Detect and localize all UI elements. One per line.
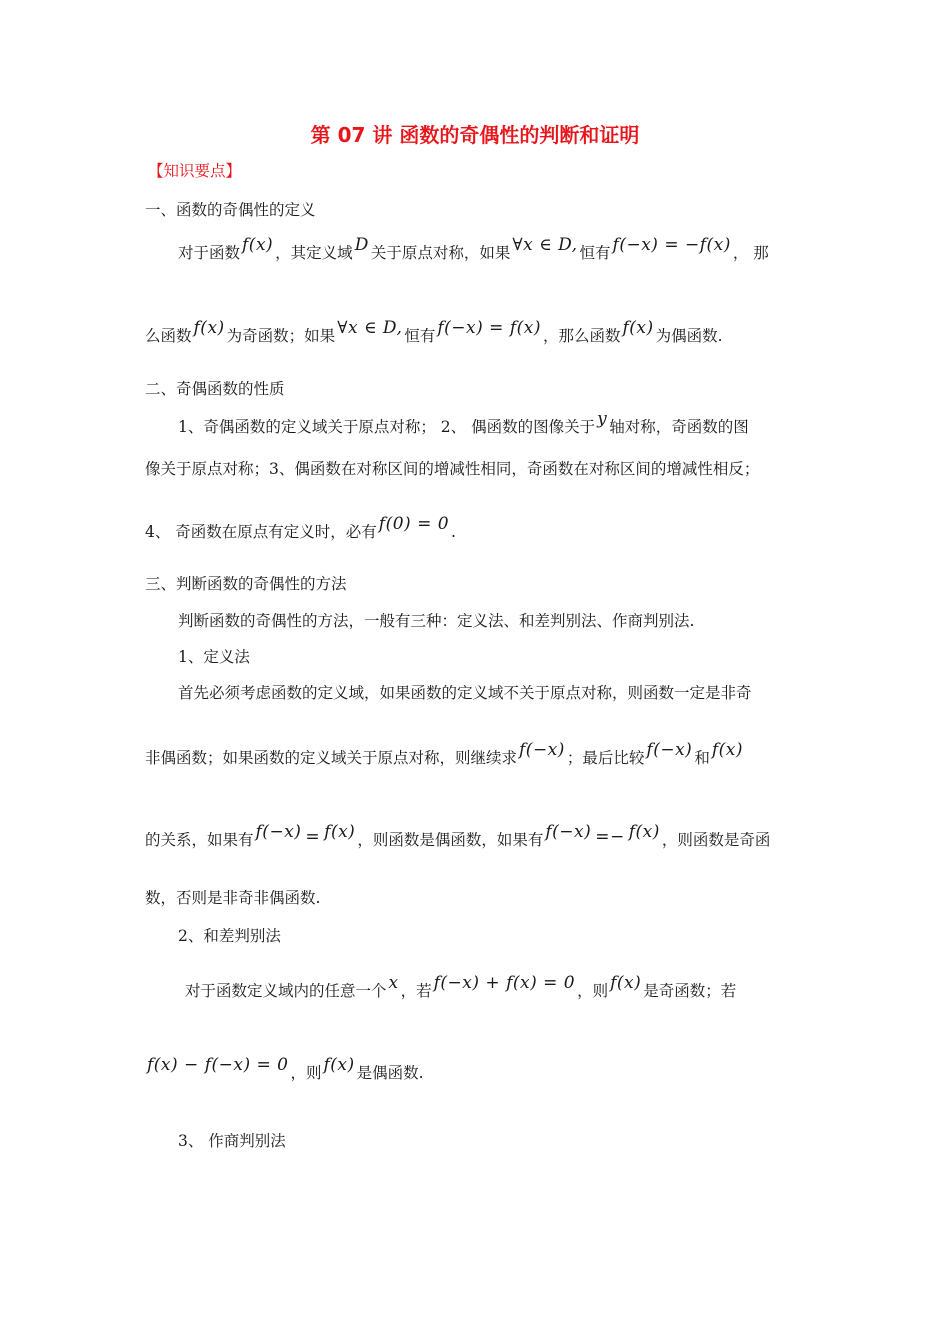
formula-f-neg-x: f(−x) [255, 822, 302, 842]
formula-f0: f(0) = 0 [378, 514, 450, 534]
equals-minus-sign: =− [595, 827, 625, 847]
text: 非偶函数；如果函数的定义域关于原点对称，则继续求 [145, 749, 518, 767]
property-line-1 [178, 409, 749, 438]
text: ，那么函数 [542, 327, 621, 345]
formula-fx: f(x) [711, 740, 743, 760]
text: . [451, 523, 456, 541]
formula-even-diff: f(x) − f(−x) = 0 [147, 1055, 289, 1075]
formula-forall: ∀x ∈ D, [337, 318, 403, 338]
text: 关于原点对称，如果 [370, 244, 511, 262]
definition-line-1 [178, 235, 769, 264]
section-1-heading: 一、函数的奇偶性的定义 [145, 201, 316, 219]
text: 对于函数 [178, 244, 241, 262]
text: ，则 [577, 982, 609, 1000]
formula-odd-sum: f(−x) + f(x) = 0 [433, 973, 576, 993]
formula-f-neg-x: f(−x) [545, 822, 592, 842]
page-title: 第 07 讲 函数的奇偶性的判断和证明 [310, 123, 640, 147]
text: 为奇函数；如果 [226, 327, 336, 345]
formula-x: x [388, 973, 399, 993]
method-2-line-2 [145, 1055, 424, 1084]
formula-domain: D [354, 235, 369, 255]
text: ；最后比较 [566, 749, 645, 767]
text: ，若 [400, 982, 432, 1000]
text: 4、 奇函数在原点有定义时，必有 [145, 523, 377, 541]
section-tag: 【知识要点】 [148, 162, 242, 180]
method-1-line-3 [145, 822, 771, 851]
definition-line-2 [145, 318, 723, 347]
equals-sign: = [305, 827, 321, 847]
section-2-heading: 二、奇偶函数的性质 [145, 380, 285, 398]
formula-fx: f(x) [323, 1055, 355, 1075]
text: 和 [694, 749, 710, 767]
formula-fx: f(x) [622, 318, 654, 338]
formula-fx: f(x) [628, 822, 660, 842]
method-1-line-1: 首先必须考虑函数的定义域，如果函数的定义域不关于原点对称，则函数一定是非奇 [178, 684, 752, 702]
formula-f-neg-x: f(−x) [519, 740, 565, 760]
methods-intro: 判断函数的奇偶性的方法，一般有三种：定义法、和差判别法、作商判别法. [178, 612, 695, 630]
text: ， 那 [732, 244, 769, 262]
text: ，则函数是奇函 [661, 831, 771, 849]
text: 轴对称，奇函数的图 [609, 418, 749, 436]
formula-even-condition: f(−x) = f(x) [437, 318, 541, 338]
text: 么函数 [145, 327, 192, 345]
text: 为偶函数. [655, 327, 723, 345]
method-1-line-2 [145, 740, 745, 769]
formula-y-axis: y [597, 409, 608, 429]
text: 恒有 [404, 327, 436, 345]
formula-odd-condition: f(−x) = −f(x) [612, 235, 731, 255]
property-line-2: 像关于原点对称；3、偶函数在对称区间的增减性相同，奇函数在对称区间的增减性相反； [145, 460, 760, 478]
text: 的关系，如果有 [145, 831, 254, 849]
text: 是偶函数. [356, 1064, 424, 1082]
method-1-line-4: 数，否则是非奇非偶函数. [145, 889, 321, 907]
method-2-title: 2、和差判别法 [178, 927, 281, 945]
text: 恒有 [579, 244, 611, 262]
text: 1、奇偶函数的定义域关于原点对称； 2、 偶函数的图像关于 [178, 418, 596, 436]
formula-forall: ∀x ∈ D, [512, 235, 578, 255]
formula-f-neg-x: f(−x) [646, 740, 693, 760]
text: ，其定义域 [275, 244, 353, 262]
formula-fx: f(x) [610, 973, 642, 993]
method-1-title: 1、定义法 [178, 648, 250, 666]
text: 是奇函数；若 [643, 982, 737, 1000]
formula-fx: f(x) [324, 822, 356, 842]
method-2-line-1 [185, 973, 737, 1002]
method-3-title: 3、 作商判别法 [178, 1132, 286, 1150]
text: ，则 [290, 1064, 322, 1082]
section-3-heading: 三、判断函数的奇偶性的方法 [145, 575, 347, 593]
property-line-3 [145, 514, 456, 543]
text: 对于函数定义域内的任意一个 [185, 982, 387, 1000]
formula-fx: f(x) [242, 235, 274, 255]
formula-fx: f(x) [193, 318, 225, 338]
text: ，则函数是偶函数，如果有 [357, 831, 544, 849]
